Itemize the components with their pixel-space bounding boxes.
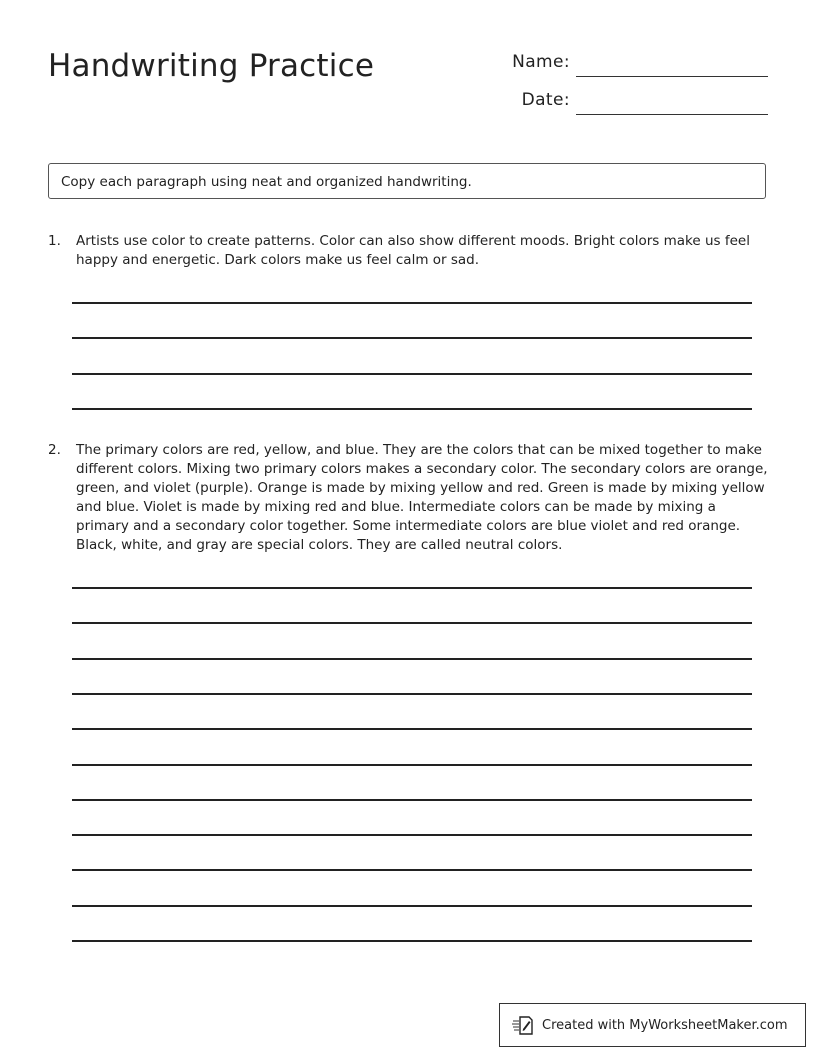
writing-line — [72, 728, 752, 730]
document-pen-icon — [512, 1014, 534, 1036]
date-label: Date: — [521, 90, 570, 110]
name-label: Name: — [512, 52, 570, 72]
writing-line — [72, 658, 752, 660]
question-text: The primary colors are red, yellow, and blue. They are the colors that can be mixed together to make different colors. Mixing two primary colors makes a secondary color. The secondary colors are orange, green, and violet (purple). Orange is made by mixing yellow and red. Green is made by mixing yellow and blue. Violet is made by mixing red and blue. Intermediate colors can be made by mixing a primary and a secondary color together. Some intermediate colors are blue violet and red orange. Black, white, and gray are special colors. They are called neutral colors. — [76, 442, 768, 553]
name-field — [500, 50, 768, 80]
date-field — [500, 88, 768, 118]
instructions-box: Copy each paragraph using neat and organized handwriting. — [48, 163, 766, 199]
writing-line — [72, 408, 752, 410]
writing-line — [72, 693, 752, 695]
name-line — [576, 76, 768, 77]
writing-line — [72, 905, 752, 907]
page-title: Handwriting Practice — [48, 48, 375, 84]
writing-line — [72, 337, 752, 339]
writing-line — [72, 764, 752, 766]
writing-line — [72, 799, 752, 801]
footer-badge — [499, 1003, 806, 1047]
question-number: 2. — [48, 442, 61, 458]
writing-line — [72, 869, 752, 871]
date-line — [576, 114, 768, 115]
footer-label: Created with MyWorksheetMaker.com — [542, 1017, 788, 1033]
writing-line — [72, 373, 752, 375]
question-text: Artists use color to create patterns. Color can also show different moods. Bright colors make us feel happy and energetic. Dark colors make us feel calm or sad. — [76, 233, 750, 268]
question-number: 1. — [48, 233, 61, 249]
writing-line — [72, 622, 752, 624]
writing-line — [72, 834, 752, 836]
writing-line — [72, 940, 752, 942]
writing-line — [72, 587, 752, 589]
writing-line — [72, 302, 752, 304]
